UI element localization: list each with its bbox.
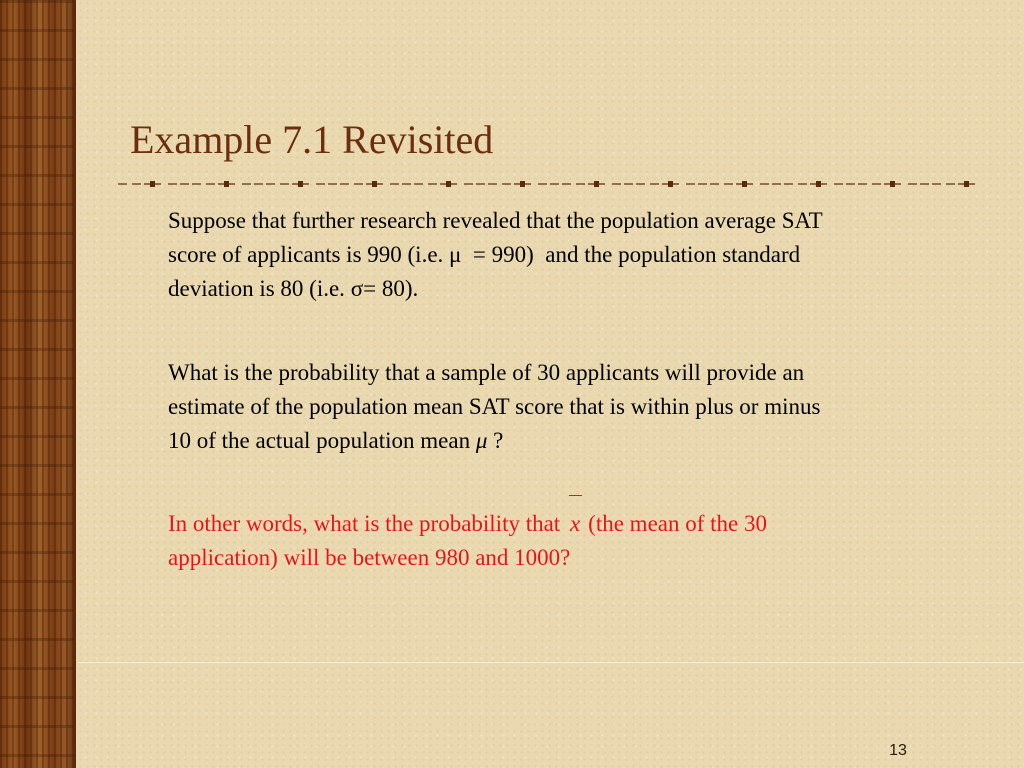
x-bar-letter: x: [569, 511, 581, 536]
slide-title: Example 7.1 Revisited: [130, 117, 494, 162]
paragraph2-line1: What is the probability that a sample of 30 applicants will provide an: [168, 360, 805, 385]
paragraph1-line1: Suppose that further research revealed that the population average SAT: [168, 208, 823, 233]
paragraph3-line2: application) will be between 980 and 1000?: [168, 545, 571, 570]
paragraph2-line3-start: 10 of the actual population mean: [168, 428, 476, 453]
mu-italic-symbol: μ: [475, 428, 488, 453]
mu-symbol: μ: [449, 242, 462, 267]
paragraph1-line3-start: deviation is 80 (i.e.: [168, 276, 351, 301]
x-bar-overline: [569, 495, 582, 496]
paragraph3-line1-start: In other words, what is the probability that: [168, 511, 566, 536]
page-number: 13: [889, 742, 907, 759]
dashed-divider: [118, 178, 990, 190]
paragraph-question: [168, 356, 988, 458]
paragraph-restatement: [168, 507, 988, 575]
decorative-wood-strip: [0, 0, 76, 768]
paragraph2-line2: estimate of the population mean SAT score that is within plus or minus: [168, 394, 821, 419]
paragraph-population-info: [168, 204, 988, 306]
footer-rule: [78, 662, 1024, 663]
sigma-symbol: σ: [350, 276, 364, 301]
x-bar-symbol: [568, 507, 582, 541]
paragraph1-line2-start: score of applicants is 990 (i.e.: [168, 242, 450, 267]
paragraph3-line1-end: (the mean of the 30: [588, 511, 767, 536]
paragraph1-line3-end: = 80).: [363, 276, 419, 301]
paragraph1-line2-end: = 990) and the population standard: [461, 242, 801, 267]
paragraph2-line3-end: ?: [487, 428, 504, 453]
